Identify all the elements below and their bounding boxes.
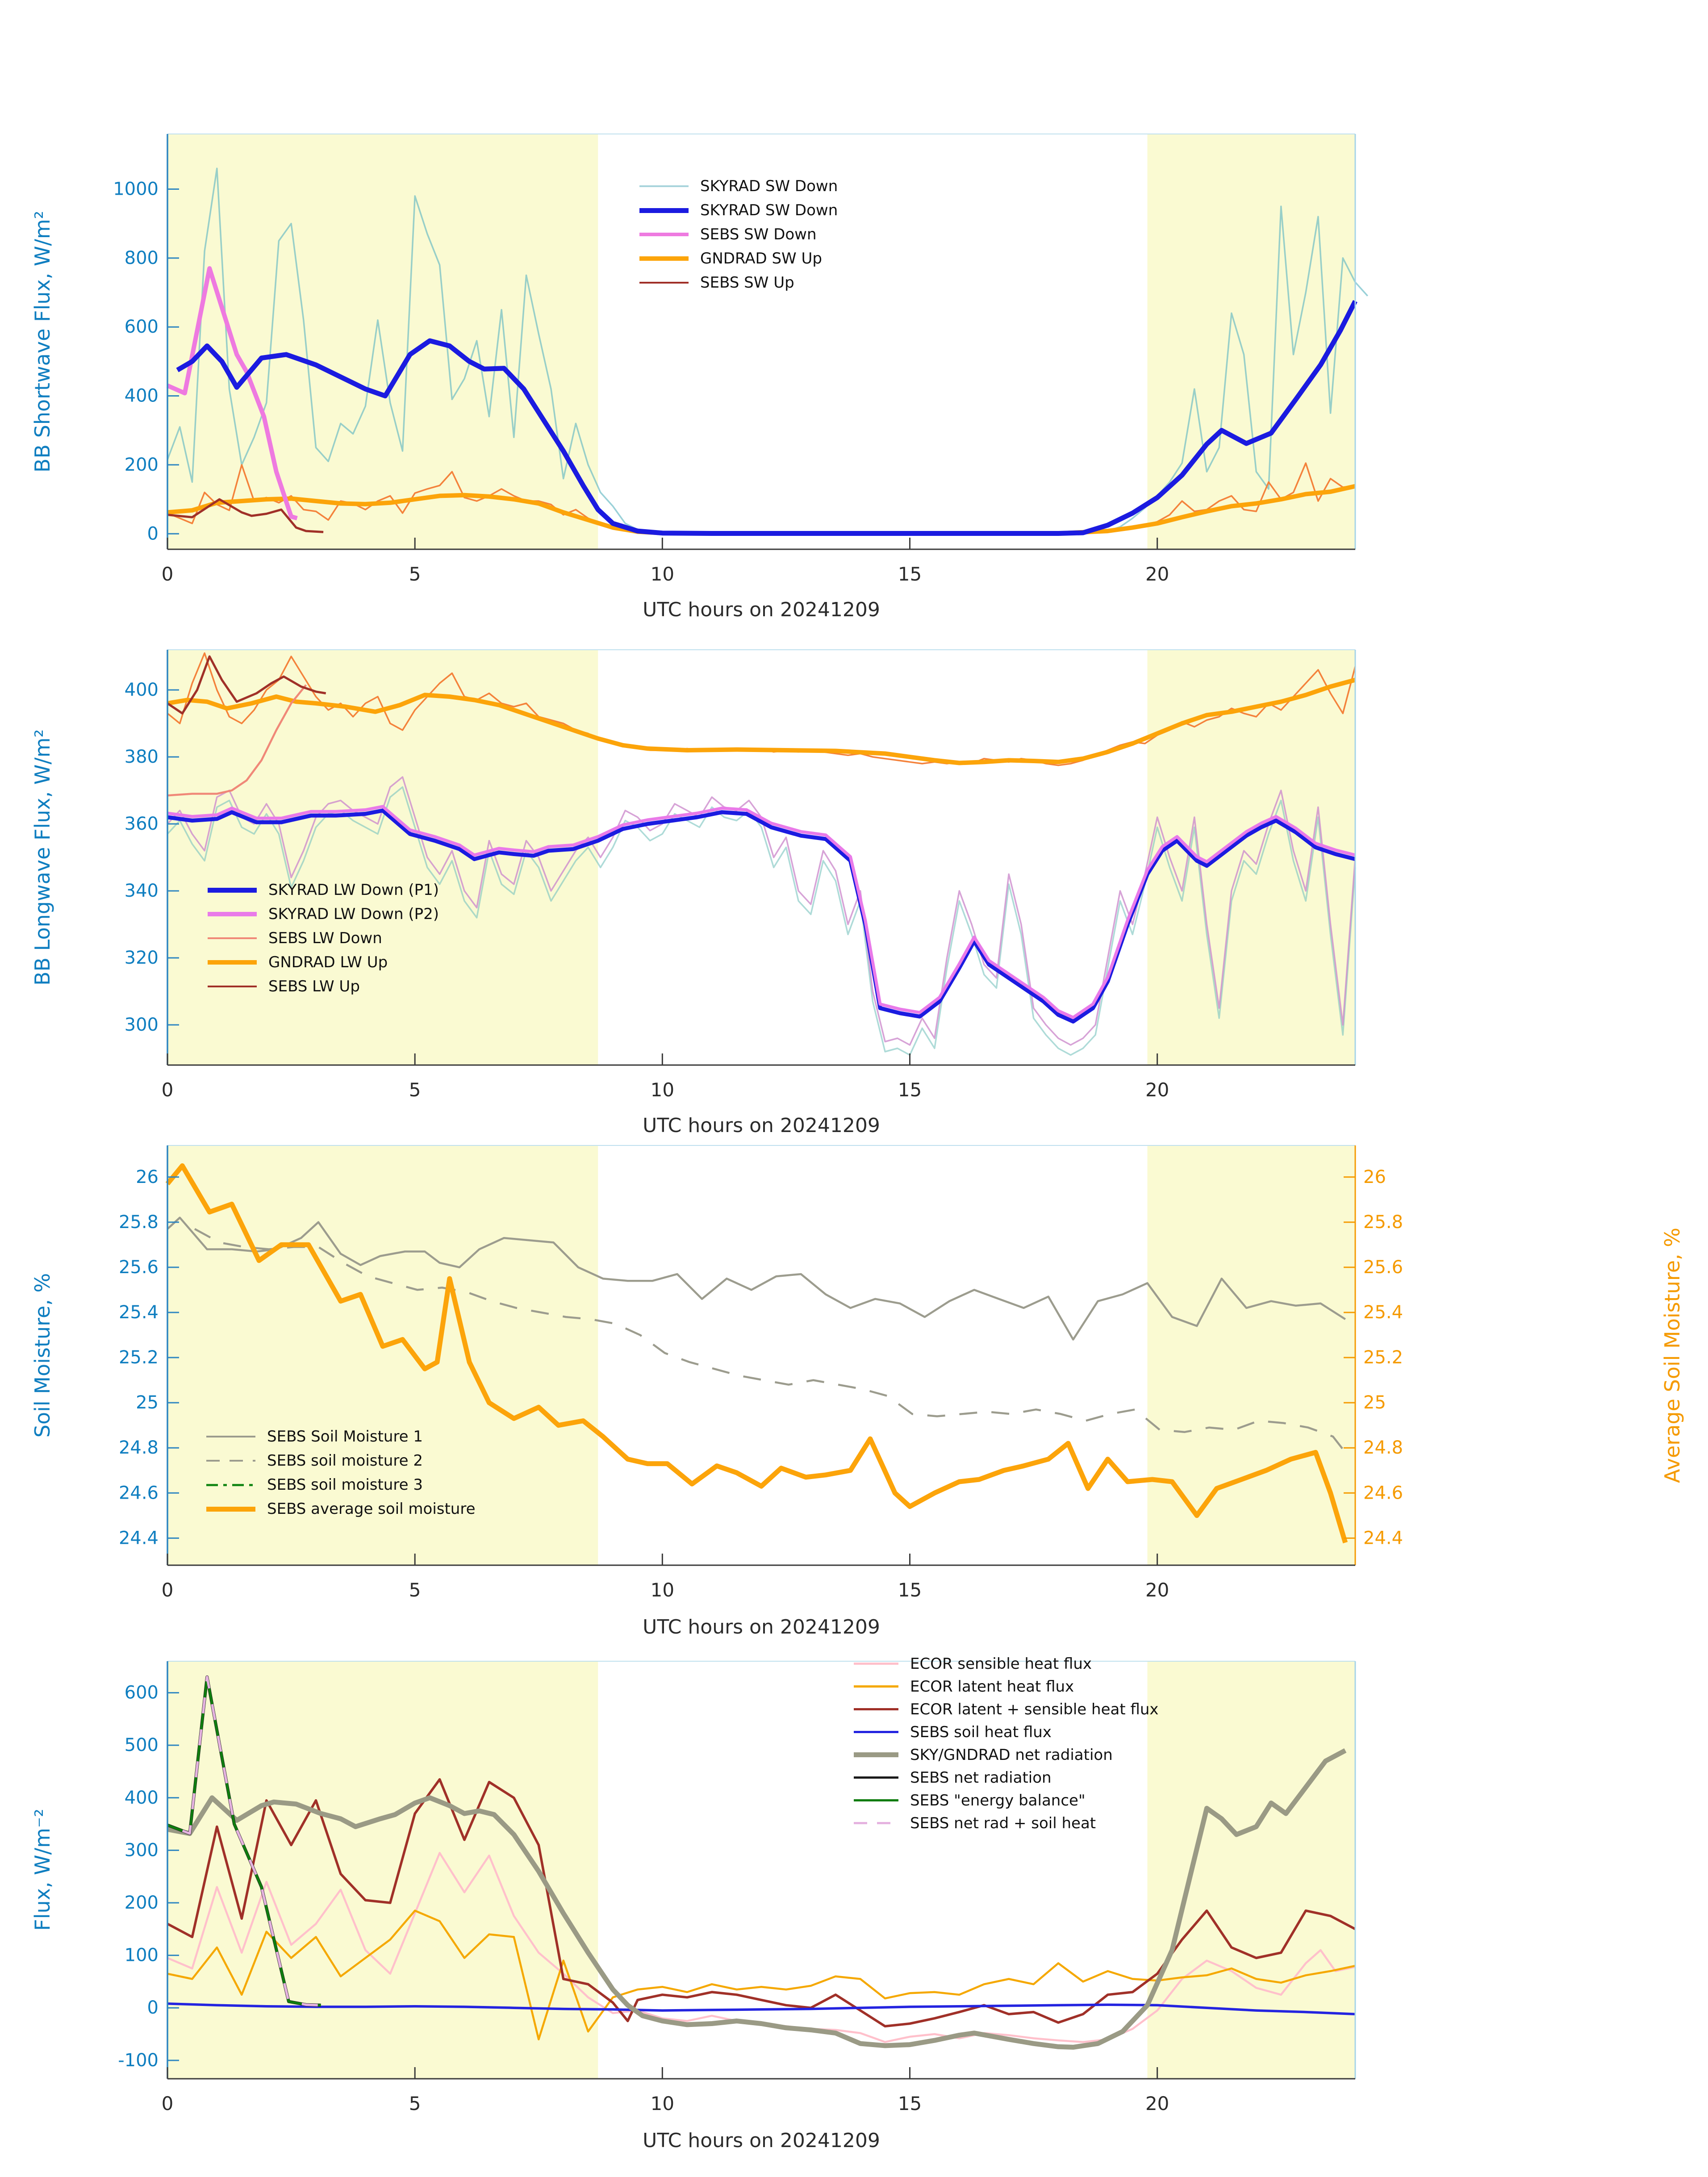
line-sample — [854, 1731, 898, 1733]
svg-text:5: 5 — [409, 1079, 421, 1101]
legend-item — [854, 1812, 1159, 1834]
svg-text:0: 0 — [161, 1079, 174, 1101]
legend-label: SKYRAD LW Down (P2) — [268, 905, 439, 923]
legend-label: SEBS SW Up — [700, 274, 794, 292]
line-sample — [206, 1507, 255, 1512]
line-sample — [854, 1663, 898, 1665]
line-sample — [206, 1484, 255, 1486]
legend-soil-moisture — [206, 1425, 476, 1521]
svg-text:25.8: 25.8 — [118, 1212, 159, 1233]
legend-label: SKY/GNDRAD net radiation — [910, 1746, 1113, 1764]
svg-text:320: 320 — [124, 948, 159, 968]
svg-text:0: 0 — [147, 1997, 159, 2018]
svg-text:10: 10 — [650, 2093, 675, 2114]
legend-label: GNDRAD LW Up — [268, 953, 388, 971]
y-axis-label-longwave: BB Longwave Flux, W/m² — [30, 729, 54, 986]
line-sample — [639, 185, 689, 187]
y-axis-label-flux: Flux, W/m⁻² — [30, 1809, 54, 1931]
svg-text:0: 0 — [161, 563, 174, 585]
svg-text:15: 15 — [898, 563, 922, 585]
svg-text:10: 10 — [650, 563, 675, 585]
svg-text:25.2: 25.2 — [1363, 1347, 1403, 1368]
svg-text:600: 600 — [124, 1682, 159, 1703]
svg-text:0: 0 — [161, 2093, 174, 2114]
svg-text:25.8: 25.8 — [1363, 1212, 1403, 1233]
legend-item — [854, 1698, 1159, 1721]
line-sample — [854, 1685, 898, 1688]
legend-label: SEBS SW Down — [700, 226, 817, 243]
legend-label: ECOR latent + sensible heat flux — [910, 1700, 1159, 1718]
line-sample — [208, 960, 257, 965]
svg-text:5: 5 — [409, 563, 421, 585]
svg-text:26: 26 — [136, 1166, 159, 1187]
line-sample — [854, 1822, 898, 1824]
legend-label: SKYRAD SW Down — [700, 201, 838, 219]
legend-longwave — [208, 878, 439, 999]
svg-text:24.8: 24.8 — [1363, 1437, 1403, 1458]
svg-text:25.6: 25.6 — [1363, 1257, 1403, 1278]
legend-shortwave — [639, 174, 838, 295]
legend-item — [854, 1743, 1159, 1766]
svg-text:20: 20 — [1145, 1579, 1169, 1601]
legend-label: SEBS average soil moisture — [267, 1500, 476, 1518]
svg-text:100: 100 — [124, 1945, 159, 1966]
legend-item — [208, 926, 439, 950]
legend-item — [639, 247, 838, 271]
svg-text:25.4: 25.4 — [118, 1302, 159, 1323]
line-sample — [208, 912, 257, 916]
svg-text:26: 26 — [1363, 1166, 1386, 1187]
line-sample — [639, 256, 689, 261]
legend-item — [639, 198, 838, 222]
svg-text:25: 25 — [1363, 1392, 1386, 1413]
svg-text:25.4: 25.4 — [1363, 1302, 1403, 1323]
svg-text:200: 200 — [124, 1893, 159, 1914]
svg-text:10: 10 — [650, 1079, 675, 1101]
svg-text:400: 400 — [124, 680, 159, 700]
legend-item — [854, 1675, 1159, 1698]
svg-text:380: 380 — [124, 747, 159, 767]
svg-text:-100: -100 — [118, 2050, 159, 2071]
legend-label: SEBS "energy balance" — [910, 1791, 1086, 1809]
svg-text:800: 800 — [124, 247, 159, 268]
x-axis-label-panel4: UTC hours on 20241209 — [643, 2129, 880, 2152]
svg-text:24.4: 24.4 — [1363, 1528, 1403, 1549]
legend-item — [208, 878, 439, 902]
legend-item — [639, 174, 838, 198]
legend-label: SEBS soil heat flux — [910, 1723, 1052, 1741]
legend-label: SEBS LW Down — [268, 929, 382, 947]
legend-item — [854, 1652, 1159, 1675]
svg-text:360: 360 — [124, 814, 159, 834]
y-axis-label-shortwave: BB Shortwave Flux, W/m² — [30, 210, 54, 473]
svg-text:20: 20 — [1145, 563, 1169, 585]
svg-text:24.8: 24.8 — [118, 1437, 159, 1458]
legend-item — [206, 1497, 476, 1521]
line-sample — [206, 1460, 255, 1462]
svg-text:20: 20 — [1145, 2093, 1169, 2114]
x-axis-label-panel3: UTC hours on 20241209 — [643, 1616, 880, 1638]
legend-item — [208, 902, 439, 926]
legend-item — [206, 1425, 476, 1449]
svg-text:24.4: 24.4 — [118, 1528, 159, 1549]
svg-text:300: 300 — [124, 1840, 159, 1861]
svg-text:5: 5 — [409, 1579, 421, 1601]
legend-item — [639, 222, 838, 247]
svg-text:25.6: 25.6 — [118, 1257, 159, 1278]
legend-item — [208, 950, 439, 974]
svg-text:15: 15 — [898, 2093, 922, 2114]
svg-text:5: 5 — [409, 2093, 421, 2114]
legend-item — [206, 1449, 476, 1473]
legend-label: GNDRAD SW Up — [700, 250, 822, 267]
legend-item — [206, 1473, 476, 1497]
legend-label: SEBS LW Up — [268, 978, 360, 995]
legend-item — [854, 1721, 1159, 1743]
svg-text:300: 300 — [124, 1015, 159, 1035]
svg-text:24.6: 24.6 — [118, 1483, 159, 1504]
svg-text:200: 200 — [124, 454, 159, 475]
legend-label: SKYRAD LW Down (P1) — [268, 881, 439, 899]
line-sample — [639, 208, 689, 213]
legend-label: SKYRAD SW Down — [700, 177, 838, 195]
y-axis-label-average-soil-moisture: Average Soil Moisture, % — [1660, 1228, 1684, 1483]
line-sample — [206, 1436, 255, 1438]
legend-item — [854, 1766, 1159, 1789]
svg-text:600: 600 — [124, 317, 159, 338]
line-sample — [639, 233, 689, 236]
legend-flux — [854, 1652, 1159, 1834]
svg-text:25: 25 — [136, 1392, 159, 1413]
legend-label: SEBS net rad + soil heat — [910, 1814, 1096, 1832]
line-sample — [208, 986, 257, 988]
svg-text:340: 340 — [124, 881, 159, 901]
line-sample — [854, 1708, 898, 1710]
legend-item — [208, 974, 439, 999]
svg-text:1000: 1000 — [113, 179, 159, 200]
legend-label: SEBS net radiation — [910, 1768, 1052, 1787]
line-sample — [208, 888, 257, 893]
svg-text:500: 500 — [124, 1735, 159, 1756]
svg-text:0: 0 — [147, 523, 159, 544]
legend-item — [854, 1789, 1159, 1812]
svg-text:20: 20 — [1145, 1079, 1169, 1101]
legend-item — [639, 271, 838, 295]
line-sample — [639, 282, 689, 284]
x-axis-label-panel1: UTC hours on 20241209 — [643, 598, 880, 621]
legend-label: ECOR sensible heat flux — [910, 1655, 1092, 1673]
svg-text:24.6: 24.6 — [1363, 1483, 1403, 1504]
svg-text:0: 0 — [161, 1579, 174, 1601]
svg-text:400: 400 — [124, 1787, 159, 1808]
svg-text:10: 10 — [650, 1579, 675, 1601]
svg-text:15: 15 — [898, 1579, 922, 1601]
line-sample — [854, 1799, 898, 1801]
svg-text:400: 400 — [124, 385, 159, 406]
line-sample — [854, 1752, 898, 1757]
legend-label: SEBS soil moisture 3 — [267, 1476, 423, 1494]
legend-label: SEBS Soil Moisture 1 — [267, 1428, 423, 1446]
svg-text:15: 15 — [898, 1079, 922, 1101]
svg-text:25.2: 25.2 — [118, 1347, 159, 1368]
legend-label: ECOR latent heat flux — [910, 1677, 1074, 1696]
line-sample — [208, 937, 257, 940]
line-sample — [854, 1776, 898, 1779]
y-axis-label-soil-moisture: Soil Moisture, % — [30, 1273, 54, 1438]
x-axis-label-panel2: UTC hours on 20241209 — [643, 1114, 880, 1137]
legend-label: SEBS soil moisture 2 — [267, 1452, 423, 1470]
